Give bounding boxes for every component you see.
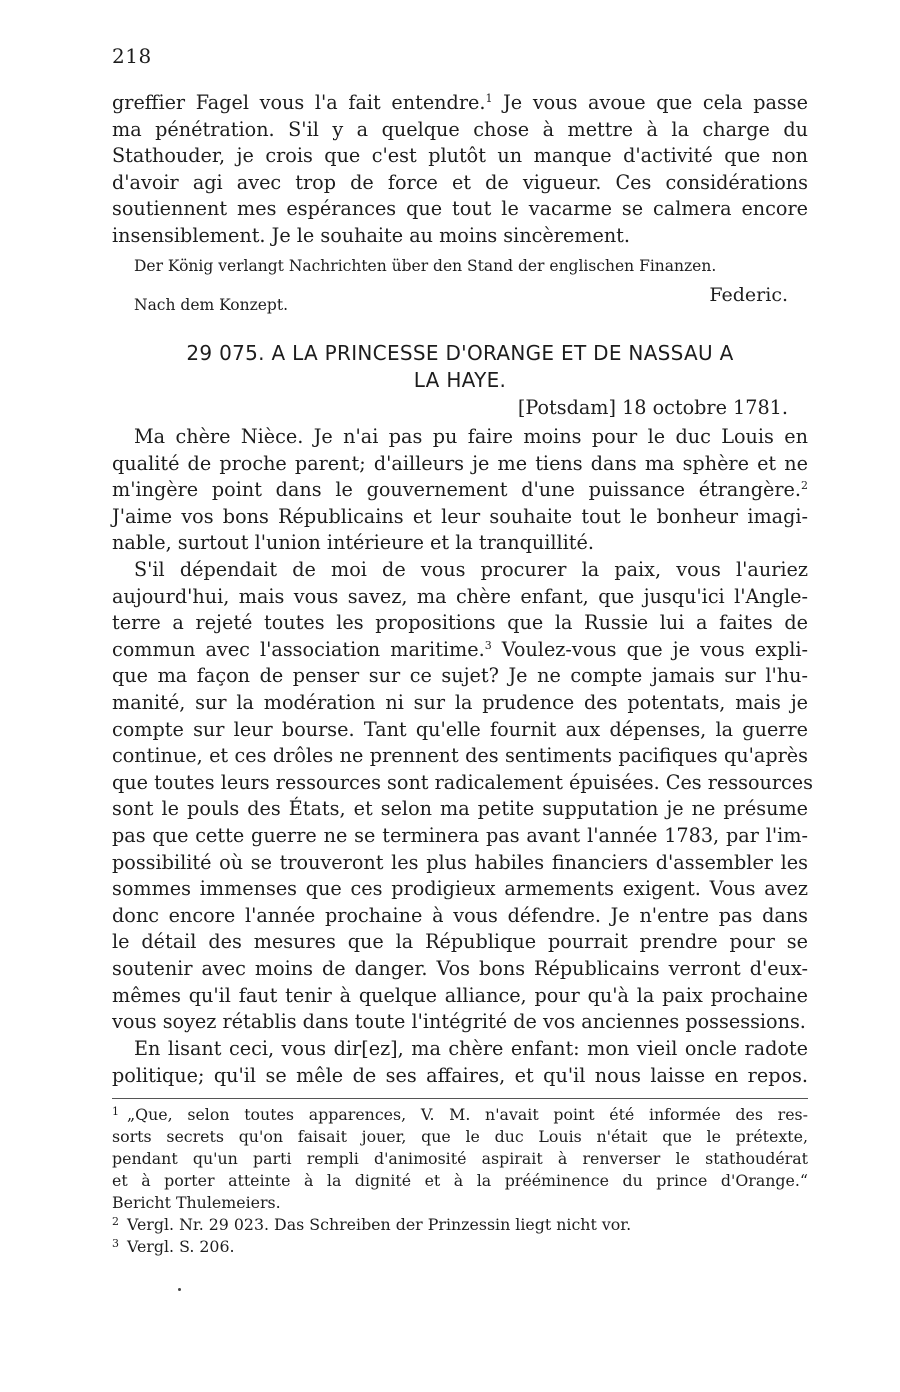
source-note: Nach dem Konzept. bbox=[134, 296, 289, 314]
paragraph-3 bbox=[112, 1036, 808, 1089]
footnote-mark: 1 bbox=[112, 1105, 119, 1118]
body-line: insensiblement. Je le souhaite au moins sincèrement. bbox=[112, 223, 630, 247]
footnote-line: $^2$ Vergl. Nr. 29 023. Das Schreiben der Prinzessin liegt nicht vor. bbox=[112, 1215, 632, 1234]
body-line: que ma façon de penser sur ce sujet? Je ne compte jamais sur l'hu- bbox=[112, 664, 808, 688]
footnote-line: $^3$ Vergl. S. 206. bbox=[112, 1237, 235, 1256]
footnote-ref[interactable]: 3 bbox=[484, 638, 492, 652]
paragraph-1 bbox=[112, 424, 808, 557]
footnote-line: pendant qu'un parti rempli d'animosité aspirait à renverser le stathoudérat bbox=[112, 1149, 808, 1168]
body-line: Ma chère Nièce. Je n'ai pas pu faire moins pour le duc Louis en bbox=[134, 425, 808, 448]
body-line: Stathouder, je crois que c'est plutôt un manque d'activité que non bbox=[112, 144, 808, 168]
signature: Federic. bbox=[709, 284, 788, 306]
body-line: vous soyez rétablis dans toute l'intégrité de vos anciennes possessions. bbox=[112, 1010, 806, 1034]
footnote-mark: 3 bbox=[112, 1237, 119, 1250]
body-line: le détail des mesures que la République pourrait prendre pour se bbox=[112, 930, 808, 954]
footnote-line: sorts secrets qu'on faisait jouer, que le duc Louis n'était que le prétexte, bbox=[112, 1127, 808, 1146]
body-line: soutiennent mes espérances que tout le vacarme se calmera encore bbox=[112, 197, 808, 221]
body-line: mêmes qu'il faut tenir à quelque alliance, pour qu'à la paix prochaine bbox=[112, 983, 808, 1007]
body-line: soutenir avec moins de danger. Vos bons Républicains verront d'eux- bbox=[112, 956, 808, 980]
heading-line: 29 075. A LA PRINCESSE D'ORANGE ET DE NASSAU A bbox=[186, 341, 734, 365]
body-line: m'ingère point dans le gouvernement d'une puissance étrangère.$^2$ bbox=[112, 478, 808, 502]
footnote-line: et à porter atteinte à la dignité et à la prééminence du prince d'Orange.“ bbox=[112, 1171, 808, 1190]
body-line: continue, et ces drôles ne prennent des sentiments pacifiques qu'après bbox=[112, 744, 808, 768]
letter-heading bbox=[112, 340, 808, 394]
body-line: manité, sur la modération ni sur la prudence des potentats, mais je bbox=[112, 690, 808, 714]
body-line: J'aime vos bons Républicains et leur souhaite tout le bonheur imagi- bbox=[112, 504, 808, 528]
body-line: terre a rejeté toutes les propositions que la Russie lui a faites de bbox=[112, 611, 808, 635]
body-line: donc encore l'année prochaine à vous défendre. Je n'entre pas dans bbox=[112, 903, 808, 927]
footnote-ref[interactable]: 1 bbox=[485, 92, 493, 105]
body-line: qualité de proche parent; d'ailleurs je me tiens dans ma sphère et ne bbox=[112, 451, 808, 475]
paragraph-2 bbox=[112, 557, 813, 1036]
body-line: possibilité où se trouveront les plus habiles financiers d'assembler les bbox=[112, 850, 808, 874]
dateline: [Potsdam] 18 octobre 1781. bbox=[517, 396, 788, 419]
letter1-body bbox=[112, 90, 808, 250]
body-line: aujourd'hui, mais vous savez, ma chère enfant, que jusqu'ici l'Angle- bbox=[112, 584, 808, 608]
body-line: pas que cette guerre ne se terminera pas avant l'année 1783, par l'im- bbox=[112, 823, 808, 847]
body-line: sont le pouls des États, et selon ma petite supputation je ne présume bbox=[112, 797, 808, 821]
body-line: d'avoir agi avec trop de force et de vigueur. Ces considérations bbox=[112, 170, 808, 194]
footnote-ref[interactable]: 2 bbox=[801, 479, 808, 493]
footnote-line: $^1$ „Que, selon toutes apparences, V. M. n'avait point été informée des res- bbox=[112, 1105, 808, 1124]
footnotes bbox=[112, 1104, 808, 1258]
body-line: S'il dépendait de moi de vous procurer la paix, vous l'auriez bbox=[134, 558, 808, 581]
body-line: greffier Fagel vous l'a fait entendre.$^1$ Je vous avoue que cela passe bbox=[112, 91, 808, 114]
body-line: sommes immenses que ces prodigieux armements exigent. Vous avez bbox=[112, 877, 808, 901]
heading-line: LA HAYE. bbox=[413, 368, 507, 392]
body-line: politique; qu'il se mêle de ses affaires, et qu'il nous laisse en repos. bbox=[112, 1063, 808, 1087]
editor-note: Der König verlangt Nachrichten über den Stand der englischen Finanzen. bbox=[134, 257, 717, 275]
body-line: commun avec l'association maritime.$^3$ Voulez-vous que je vous expli- bbox=[112, 637, 808, 661]
footnote-divider bbox=[112, 1098, 808, 1099]
footnote-mark: 2 bbox=[112, 1215, 119, 1228]
footnote-line: Bericht Thulemeiers. bbox=[112, 1193, 281, 1212]
body-line: En lisant ceci, vous dir[ez], ma chère enfant: mon vieil oncle radote bbox=[134, 1037, 808, 1060]
print-speck bbox=[178, 1288, 181, 1291]
body-line: ma pénétration. S'il y a quelque chose à mettre à la charge du bbox=[112, 117, 808, 141]
body-line: compte sur leur bourse. Tant qu'elle fournit aux dépenses, la guerre bbox=[112, 717, 808, 741]
body-line: nable, surtout l'union intérieure et la tranquillité. bbox=[112, 531, 594, 555]
page-number: 218 bbox=[112, 44, 152, 68]
body-line: que toutes leurs ressources sont radicalement épuisées. Ces ressources bbox=[112, 770, 813, 794]
